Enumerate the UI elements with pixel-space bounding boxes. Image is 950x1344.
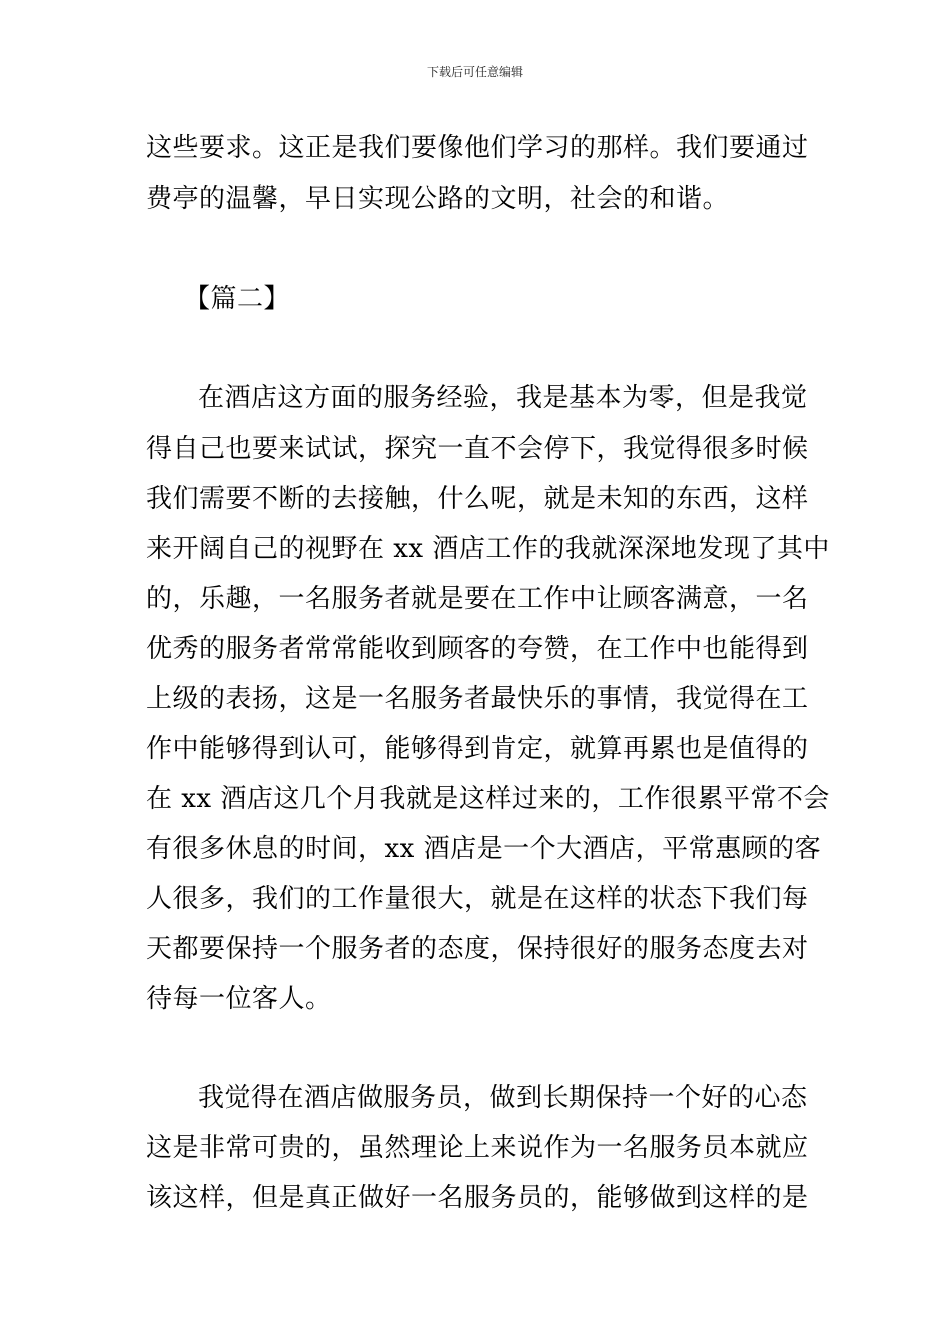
text-line: 待每一位客人。 [146, 984, 332, 1014]
text-line: 费亭的温馨，早日实现公路的文明，社会的和谐。 [146, 184, 730, 214]
text-line: 我觉得在酒店做服务员，做到长期保持一个好的心态 [198, 1083, 808, 1113]
text-line: 这些要求。这正是我们要像他们学习的那样。我们要通过 [146, 133, 809, 163]
text-line: 天都要保持一个服务者的态度，保持很好的服务态度去对 [146, 934, 809, 964]
text-line: 作中能够得到认可，能够得到肯定，就算再累也是值得的 [146, 734, 809, 764]
text-line: 该这样，但是真正做好一名服务员的，能够做到这样的是 [146, 1183, 809, 1213]
text-line: 来开阔自己的视野在 xx 酒店工作的我就深深地发现了其中 [146, 534, 830, 564]
text-line: 的，乐趣，一名服务者就是要在工作中让顾客满意，一名 [146, 584, 809, 614]
text-line: 得自己也要来试试，探究一直不会停下，我觉得很多时候 [146, 434, 809, 464]
text-line: 优秀的服务者常常能收到顾客的夸赞，在工作中也能得到 [146, 634, 809, 664]
text-line: 在 xx 酒店这几个月我就是这样过来的，工作很累平常不会 [146, 784, 830, 814]
text-line: 这是非常可贵的，虽然理论上来说作为一名服务员本就应 [146, 1133, 809, 1163]
text-line: 有很多休息的时间，xx 酒店是一个大酒店，平常惠顾的客 [146, 834, 822, 864]
page-header: 下载后可任意编辑 [426, 65, 523, 79]
text-line: 在酒店这方面的服务经验，我是基本为零，但是我觉 [198, 383, 808, 413]
text-line: 我们需要不断的去接触，什么呢，就是未知的东西，这样 [146, 484, 809, 514]
text-line: 人很多，我们的工作量很大，就是在这样的状态下我们每 [146, 884, 809, 914]
section-heading: 【篇二】 [184, 284, 291, 314]
text-line: 上级的表扬，这是一名服务者最快乐的事情，我觉得在工 [146, 684, 809, 714]
